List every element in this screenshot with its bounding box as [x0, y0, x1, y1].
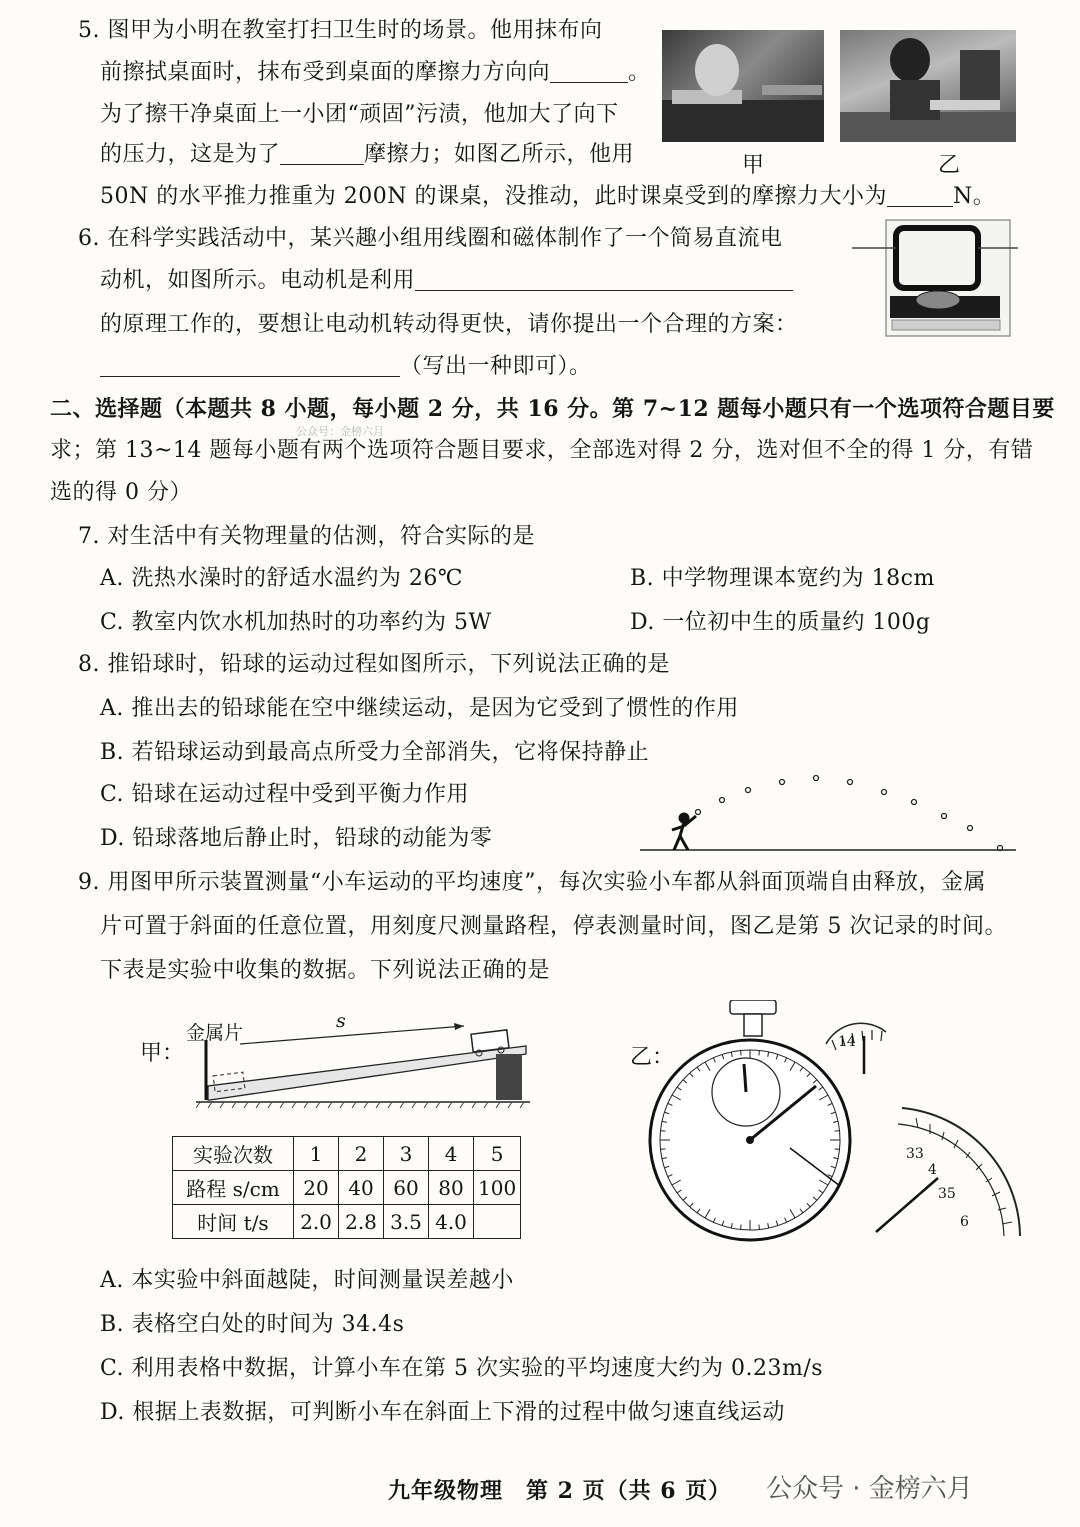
table-cell: 20 — [294, 1171, 339, 1205]
table-cell-empty[interactable] — [474, 1205, 521, 1239]
stopwatch-tick — [759, 1050, 760, 1055]
q6-blank-principle[interactable] — [415, 268, 793, 291]
table-header-cell: 2 — [339, 1137, 384, 1171]
q6-line-3: 的原理工作的，要想让电动机转动得更快，请你提出一个合理的方案： — [100, 312, 798, 337]
zoom-top-arc — [826, 1023, 886, 1044]
q7-option-a[interactable]: A. 洗热水澡时的舒适水温约为 26℃ — [100, 566, 463, 591]
table-header-cell: 实验次数 — [173, 1137, 294, 1171]
q5-line-2 — [100, 58, 651, 88]
q5-line-2-text: 前擦拭桌面时，抹布受到桌面的摩擦力方向向 — [100, 60, 551, 85]
table-cell: 路程 s/cm — [173, 1171, 294, 1205]
q6-line-1: 6. 在科学实践活动中，某兴趣小组用线圈和磁体制作了一个简易直流电 — [78, 226, 783, 251]
q5-line-4a: 的压力，这是为了 — [100, 142, 281, 167]
table-cell: 100 — [474, 1171, 521, 1205]
metal-plate-label: 金属片 — [186, 1022, 244, 1044]
stopwatch-tick — [835, 1149, 840, 1150]
table-cell: 时间 t/s — [173, 1205, 294, 1239]
q5-line-5a: 50N 的水平推力推重为 200N 的课桌，没推动，此时课桌受到的摩擦力大小为 — [100, 184, 887, 209]
q5-line-5 — [100, 182, 995, 212]
thrower-figure — [672, 814, 696, 850]
q5-blank-force[interactable] — [887, 184, 953, 207]
photo-wiping-desk — [662, 30, 824, 142]
table-cell: 3.5 — [384, 1205, 429, 1239]
fig-jia-label: 甲： — [140, 1041, 185, 1066]
stopwatch-tick — [741, 1050, 742, 1055]
q7-option-c[interactable]: C. 教室内饮水机加热时的功率约为 5W — [100, 610, 492, 635]
stopwatch-tick — [741, 1225, 742, 1230]
q6-line-4-text: （写出一种即可）。 — [400, 354, 592, 379]
table-cell: 2.8 — [339, 1205, 384, 1239]
stopwatch-tick — [660, 1149, 665, 1150]
dial-label-14: 14 — [838, 1034, 856, 1050]
experiment-table — [172, 1136, 521, 1239]
stopwatch-tick — [660, 1131, 665, 1132]
caption-jia: 甲 — [742, 153, 765, 178]
stopwatch-stem — [744, 1014, 762, 1036]
zoom-bottom-needle — [876, 1178, 938, 1232]
q9-line-3: 下表是实验中收集的数据。下列说法正确的是 — [100, 958, 551, 983]
stopwatch-crown — [730, 1000, 776, 1014]
table-row — [173, 1205, 521, 1239]
q9-option-b[interactable]: B. 表格空白处的时间为 34.4s — [100, 1312, 405, 1337]
q5-line-2-end: 。 — [628, 60, 651, 85]
q8-option-d[interactable]: D. 铅球落地后静止时，铅球的动能为零 — [100, 826, 493, 851]
q5-blank-direction[interactable] — [550, 60, 628, 83]
stopwatch-center — [746, 1136, 754, 1144]
footer-watermark: 公众号 · 金榜六月 — [766, 1474, 973, 1504]
table-header-cell: 1 — [294, 1137, 339, 1171]
q5-line-1: 5. 图甲为小明在教室打扫卫生时的场景。他用抹布向 — [78, 18, 603, 43]
photo-wiping-desk-shapes — [662, 30, 824, 142]
incline-figure — [196, 1010, 536, 1110]
q6-line-4 — [100, 352, 592, 382]
table-header-cell: 3 — [384, 1137, 429, 1171]
minute-hand — [744, 1064, 746, 1092]
distance-arrow — [240, 1026, 464, 1044]
q6-line-2 — [100, 266, 793, 296]
q9-option-c[interactable]: C. 利用表格中数据，计算小车在第 5 次实验的平均速度大约为 0.23m/s — [100, 1356, 824, 1381]
table-header-cell: 4 — [429, 1137, 474, 1171]
table-cell: 4.0 — [429, 1205, 474, 1239]
q5-line-4b: 摩擦力；如图乙所示，他用 — [364, 142, 635, 167]
q5-line-5b: N。 — [952, 184, 996, 209]
motor-figure — [852, 216, 1022, 344]
stopwatch-tick — [835, 1131, 840, 1132]
q7-option-b[interactable]: B. 中学物理课本宽约为 18cm — [630, 566, 935, 591]
photo-pushing-desk — [840, 30, 1016, 142]
stopwatch-tick — [759, 1225, 760, 1230]
trajectory-dots — [696, 776, 1003, 851]
dial-label-33: 33 — [906, 1146, 924, 1162]
photo-pushing-desk-shapes — [840, 30, 1016, 142]
q8-option-c[interactable]: C. 铅球在运动过程中受到平衡力作用 — [100, 782, 470, 807]
floor-hatch — [196, 1102, 524, 1108]
q8-option-a[interactable]: A. 推出去的铅球能在空中继续运动，是因为它受到了惯性的作用 — [100, 696, 739, 721]
distance-arrowhead — [454, 1023, 464, 1030]
table-header-cell: 5 — [474, 1137, 521, 1171]
q5-line-4 — [100, 140, 634, 170]
q9-line-2: 片可置于斜面的任意位置，用刻度尺测量路程，停表测量时间，图乙是第 5 次记录的时间。 — [100, 914, 1007, 939]
table-header-row — [173, 1137, 521, 1171]
page-footer: 九年级物理 第 2 页（共 6 页） — [388, 1478, 732, 1504]
q9-option-d[interactable]: D. 根据上表数据，可判断小车在斜面上下滑的过程中做匀速直线运动 — [100, 1400, 785, 1425]
table-cell: 40 — [339, 1171, 384, 1205]
dial-label-35: 35 — [938, 1186, 956, 1202]
incline-board — [208, 1046, 526, 1100]
table-cell: 2.0 — [294, 1205, 339, 1239]
section-2-watermark: 公众号：金榜六月 — [296, 425, 384, 438]
table-cell: 60 — [384, 1171, 429, 1205]
q7-option-d[interactable]: D. 一位初中生的质量约 100g — [630, 610, 931, 635]
section-2-line-1: 二、选择题（本题共 8 小题，每小题 2 分，共 16 分。第 7~12 题每小题只有一个选项符合题目要 — [50, 396, 1055, 422]
dial-label-6: 6 — [960, 1214, 969, 1230]
q8-stem: 8. 推铅球时，铅球的运动过程如图所示，下列说法正确的是 — [78, 652, 670, 677]
q9-line-1: 9. 用图甲所示装置测量“小车运动的平均速度”，每次实验小车都从斜面顶端自由释放，金属 — [78, 870, 986, 895]
q5-line-3: 为了擦干净桌面上一小团“顽固”污渍，他加大了向下 — [100, 102, 619, 127]
section-2-line-3: 选的得 0 分） — [50, 480, 192, 505]
q6-line-2-text: 动机，如图所示。电动机是利用 — [100, 268, 416, 293]
dial-label-4: 4 — [928, 1162, 937, 1178]
incline-support — [496, 1054, 522, 1100]
q8-option-b[interactable]: B. 若铅球运动到最高点所受力全部消失，它将保持静止 — [100, 740, 650, 765]
table-cell: 80 — [429, 1171, 474, 1205]
caption-yi: 乙 — [938, 153, 961, 178]
q9-option-a[interactable]: A. 本实验中斜面越陡，时间测量误差越小 — [100, 1268, 514, 1293]
q7-stem: 7. 对生活中有关物理量的估测，符合实际的是 — [78, 524, 535, 549]
distance-s-label: s — [336, 1010, 346, 1032]
fig-yi-label: 乙： — [630, 1045, 675, 1070]
q6-blank-solution[interactable] — [100, 354, 400, 377]
shot-put-figure — [640, 770, 1020, 860]
section-2-line-2: 求；第 13~14 题每小题有两个选项符合题目要求，全部选对得 2 分，选对但不全的得 1 分，有错 — [50, 438, 1034, 463]
table-row — [173, 1171, 521, 1205]
q5-blank-friction[interactable] — [280, 142, 364, 165]
